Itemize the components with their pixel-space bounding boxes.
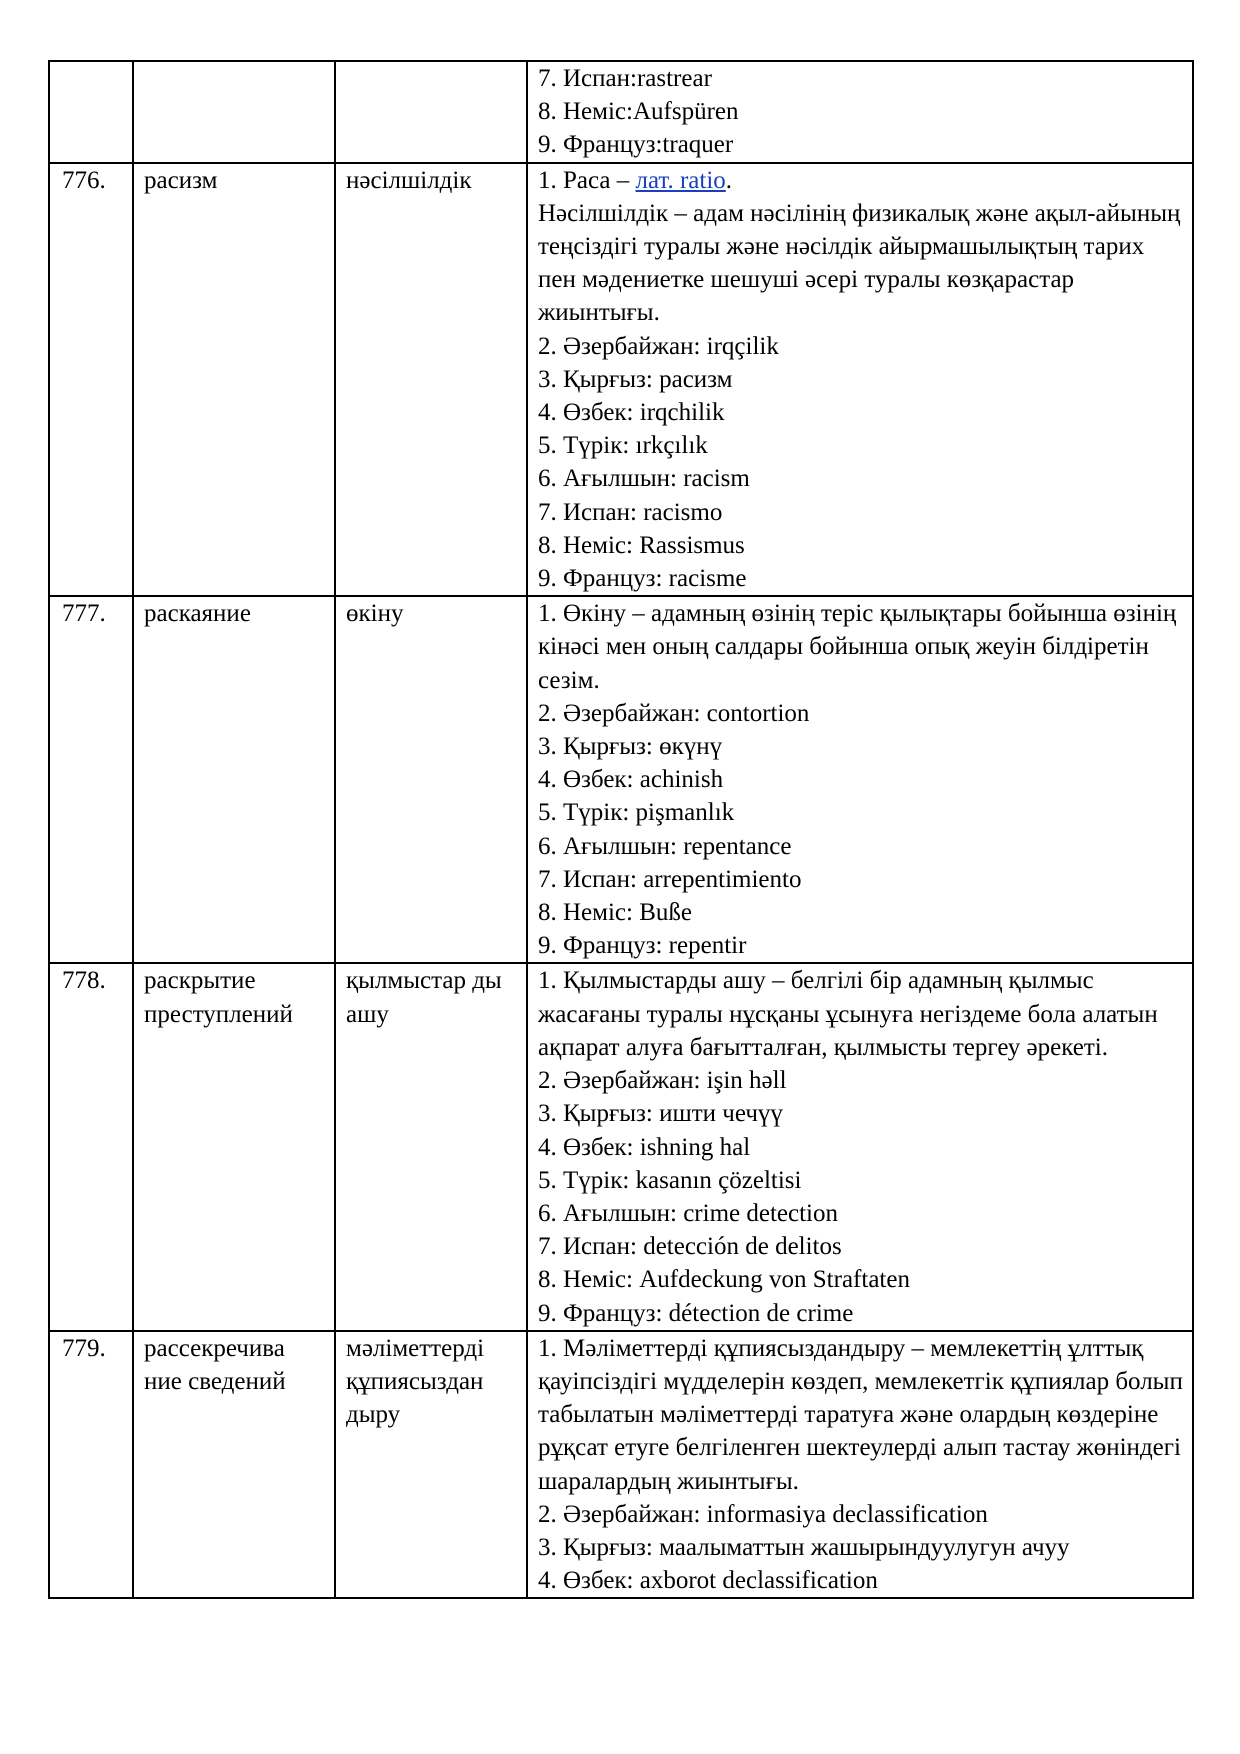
translation-line: 3. Қырғыз: расизм [538, 365, 733, 393]
translation-line: 3. Қырғыз: ишти чечүү [538, 1100, 783, 1128]
translation-line: 3. Қырғыз: маалыматтын жашырындуулугун ачуу [538, 1533, 1070, 1561]
russian-term: раскрытие преступлений [133, 963, 335, 1330]
etymology-suffix: . [725, 166, 733, 194]
russian-term: раскаяние [133, 596, 335, 963]
translation-line: 6. Ағылшын: racism [538, 465, 750, 493]
translation-line: 9. Француз: repentir [538, 932, 747, 960]
document-page [48, 60, 1192, 1599]
table-row [49, 61, 1193, 163]
table-row [49, 163, 1193, 597]
translation-line: 7. Испан: arrepentimiento [538, 865, 802, 893]
translation-line: 2. Әзербайжан: işin həll [538, 1067, 787, 1095]
translation-line: 7. Испан:rastrear [538, 65, 712, 92]
translation-line: 8. Неміс: Buße [538, 899, 692, 927]
entry-number: 777. [49, 596, 133, 963]
kazakh-term: қылмыстар ды ашу [335, 963, 527, 1330]
translation-line: 5. Түрік: pişmanlık [538, 799, 735, 827]
translation-line: 4. Өзбек: axborot declassification [538, 1567, 878, 1595]
translation-line: 4. Өзбек: irqchilik [538, 399, 725, 427]
translation-line: 5. Түрік: ırkçılık [538, 432, 708, 460]
definition-cell [527, 61, 1193, 163]
translation-line: 2. Әзербайжан: irqçilik [538, 332, 779, 360]
kazakh-term: мәліметтерді құпиясыздан дыру [335, 1331, 527, 1599]
translation-line: 8. Неміс: Aufdeckung von Straftaten [538, 1266, 910, 1294]
definition-cell [527, 1331, 1193, 1599]
translation-line: 8. Неміс: Rassismus [538, 531, 745, 559]
translation-line: 2. Әзербайжан: informasiya declassification [538, 1500, 988, 1528]
entry-number: 779. [49, 1331, 133, 1599]
translation-line: 8. Неміс:Aufspüren [538, 98, 739, 126]
definition-cell [527, 596, 1193, 963]
translation-line: 6. Ағылшын: repentance [538, 832, 792, 860]
translation-line: 3. Қырғыз: өкүнү [538, 733, 723, 761]
russian-term: рассекречива ние сведений [133, 1331, 335, 1599]
translation-line: 4. Өзбек: achinish [538, 766, 724, 794]
table-row [49, 596, 1193, 963]
translation-line: 5. Түрік: kasanın çözeltisi [538, 1166, 802, 1194]
kazakh-term: нәсілшілдік [335, 163, 527, 597]
table-row [49, 963, 1193, 1330]
translation-line: 2. Әзербайжан: contortion [538, 699, 810, 727]
definition-text: 1. Қылмыстарды ашу – белгілі бір адамның қылмыс жасағаны туралы нұсқаны ұсынуға негіздеме бола алатын ақпарат алуға бағытталған, қылмысты тергеу әрекеті. [538, 967, 1158, 1061]
kazakh-term: өкіну [335, 596, 527, 963]
definition-cell [527, 963, 1193, 1330]
definition-text: 1. Өкіну – адамның өзінің теріс қылықтары бойынша өзінің кінәсі мен оның салдары бойынша опық жеуін білдіретін сезім. [538, 600, 1177, 694]
russian-term [133, 61, 335, 163]
russian-term: расизм [133, 163, 335, 597]
translation-line: 7. Испан: detección de delitos [538, 1233, 842, 1261]
dictionary-table [48, 60, 1194, 1599]
translation-line: 9. Француз: racisme [538, 565, 747, 593]
entry-number [49, 61, 133, 163]
kazakh-term [335, 61, 527, 163]
etymology-link[interactable]: лат. ratio [635, 166, 726, 194]
translation-line: 6. Ағылшын: crime detection [538, 1199, 838, 1227]
translation-line: 7. Испан: racismo [538, 498, 723, 526]
etymology-line [538, 164, 1184, 197]
translation-line: 9. Француз:traquer [538, 131, 734, 159]
etymology-prefix: 1. Раса – [538, 166, 636, 194]
translation-line: 9. Француз: détection de crime [538, 1299, 854, 1327]
definition-cell [527, 163, 1193, 597]
translation-line: 4. Өзбек: ishning hal [538, 1133, 751, 1161]
definition-text: Нәсілшілдік – адам нәсілінің физикалық және ақыл-айының теңсіздігі туралы және нәсілдік айырмашылықтың тарих пен мәдениетке шешуші әсері туралы көзқарастар жиынтығы. [538, 199, 1181, 327]
entry-number: 776. [49, 163, 133, 597]
definition-text: 1. Мәліметтерді құпиясыздандыру – мемлекеттің ұлттық қауіпсіздігі мүдделерін көздеп, мемлекетгік құпиялар болып табылатын мәліметтерді таратуға және олардың көздеріне рұқсат етуге белгіленген шектеулерді алып тастау жөніндегі шаралардың жиынтығы. [538, 1334, 1183, 1495]
table-row [49, 1331, 1193, 1599]
entry-number: 778. [49, 963, 133, 1330]
